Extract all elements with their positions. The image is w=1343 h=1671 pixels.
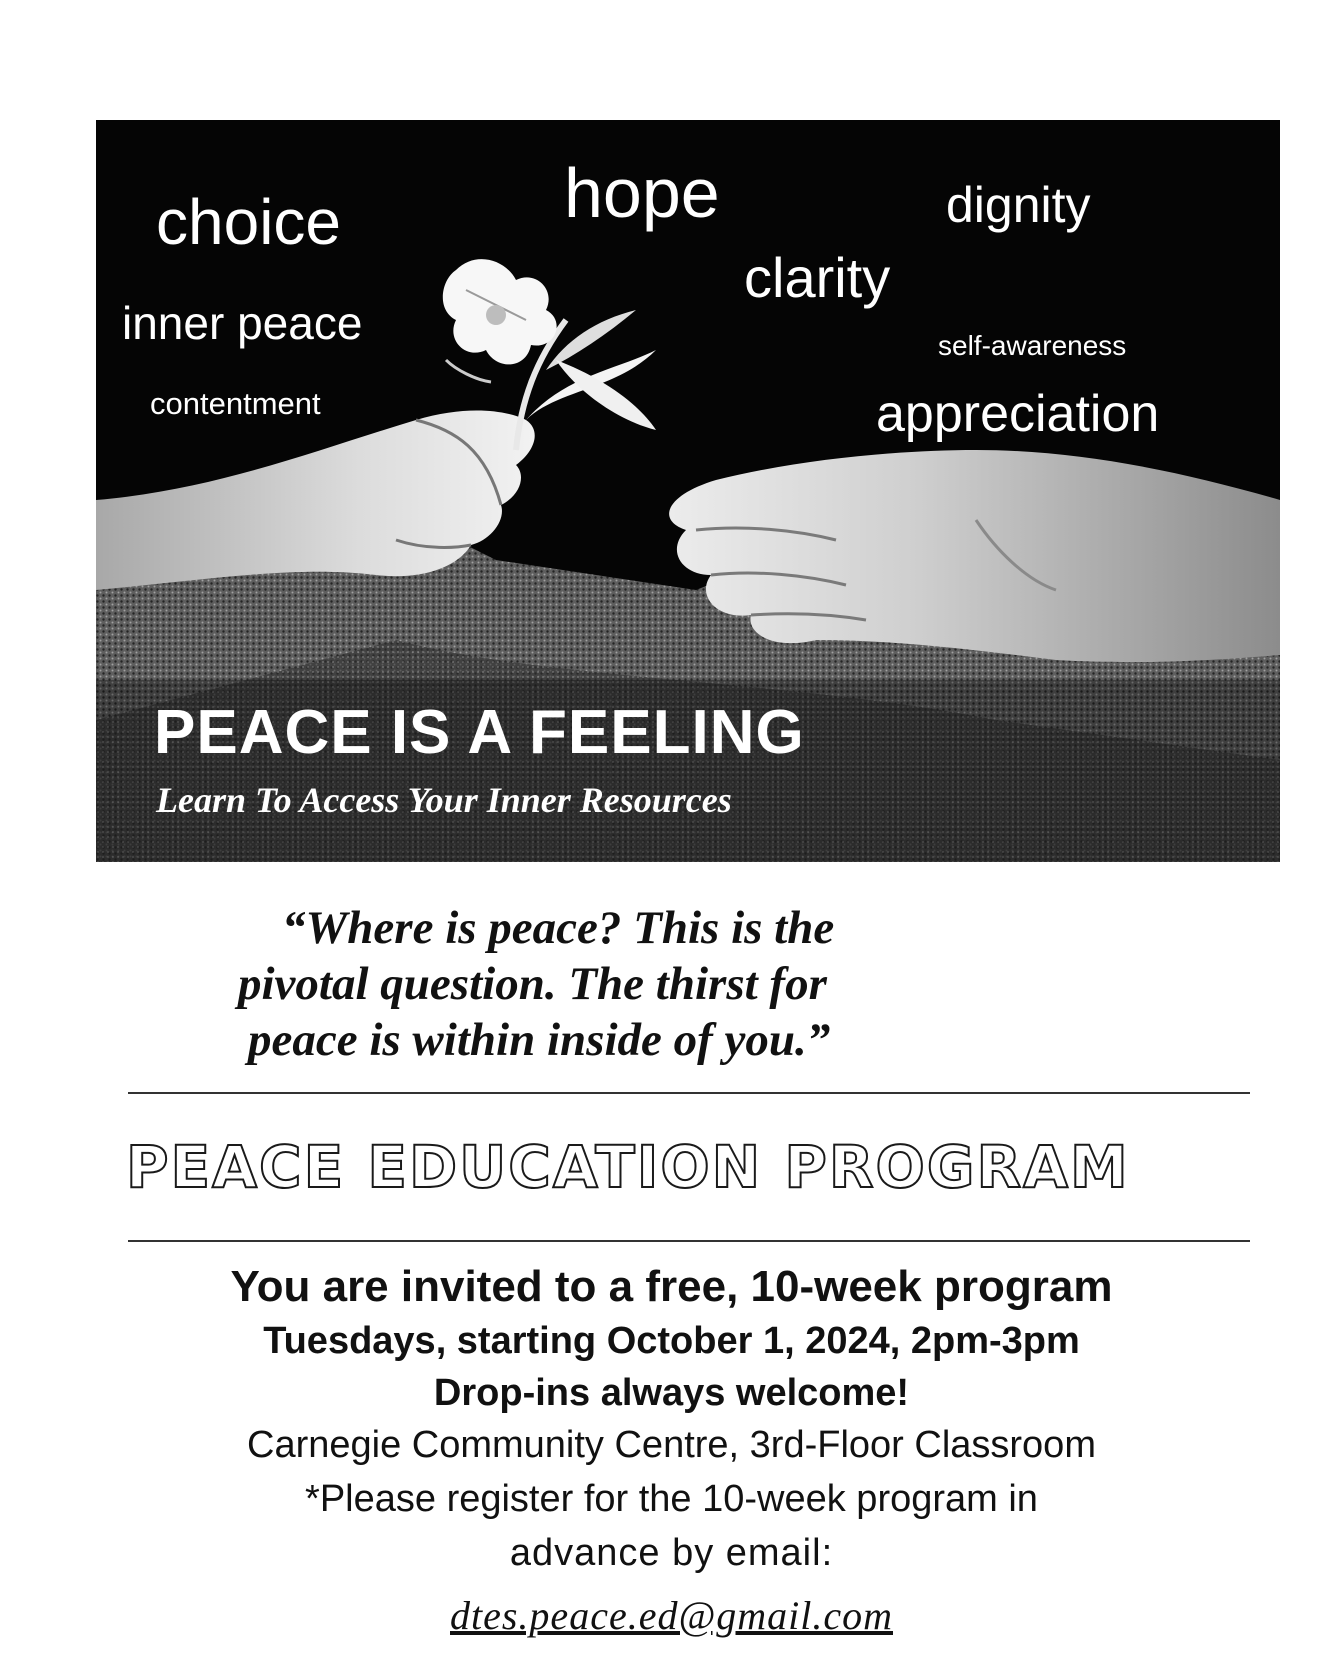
- contact-email-link[interactable]: dtes.peace.ed@gmail.com: [450, 1593, 893, 1638]
- word-clarity: clarity: [744, 246, 891, 309]
- quote-line: pivotal question. The thirst for: [238, 958, 827, 1010]
- schedule-text: Tuesdays, starting October 1, 2024, 2pm-3pm: [263, 1320, 1080, 1362]
- registration-note: *Please register for the 10-week program in: [305, 1478, 1038, 1520]
- quote-line: peace is within inside of you.”: [248, 1014, 831, 1066]
- email-container: [0, 1592, 1343, 1639]
- banner-subheadline: Learn To Access Your Inner Resources: [156, 780, 732, 820]
- quote-line: “Where is peace? This is the: [282, 902, 835, 954]
- dropins-text: Drop-ins always welcome!: [433, 1372, 910, 1414]
- word-choice: choice: [156, 186, 341, 258]
- word-appreciation: appreciation: [876, 385, 1160, 443]
- divider-bottom: [128, 1240, 1250, 1242]
- location-text: Carnegie Community Centre, 3rd-Floor Classroom: [247, 1424, 1096, 1466]
- registration-note-continued: advance by email:: [509, 1532, 834, 1574]
- word-dignity: dignity: [946, 177, 1091, 233]
- word-hope: hope: [564, 154, 720, 232]
- program-title: PEACE EDUCATION PROGRAM: [126, 1133, 1130, 1201]
- quote-block: [200, 900, 1160, 1068]
- banner-headline: PEACE IS A FEELING: [154, 698, 805, 767]
- word-inner-peace: inner peace: [122, 297, 363, 349]
- invitation-text: You are invited to a free, 10-week program: [230, 1262, 1113, 1311]
- word-contentment: contentment: [150, 386, 321, 421]
- word-self-awareness: self-awareness: [938, 330, 1127, 361]
- hero-banner: [96, 120, 1280, 862]
- divider-top: [128, 1092, 1250, 1094]
